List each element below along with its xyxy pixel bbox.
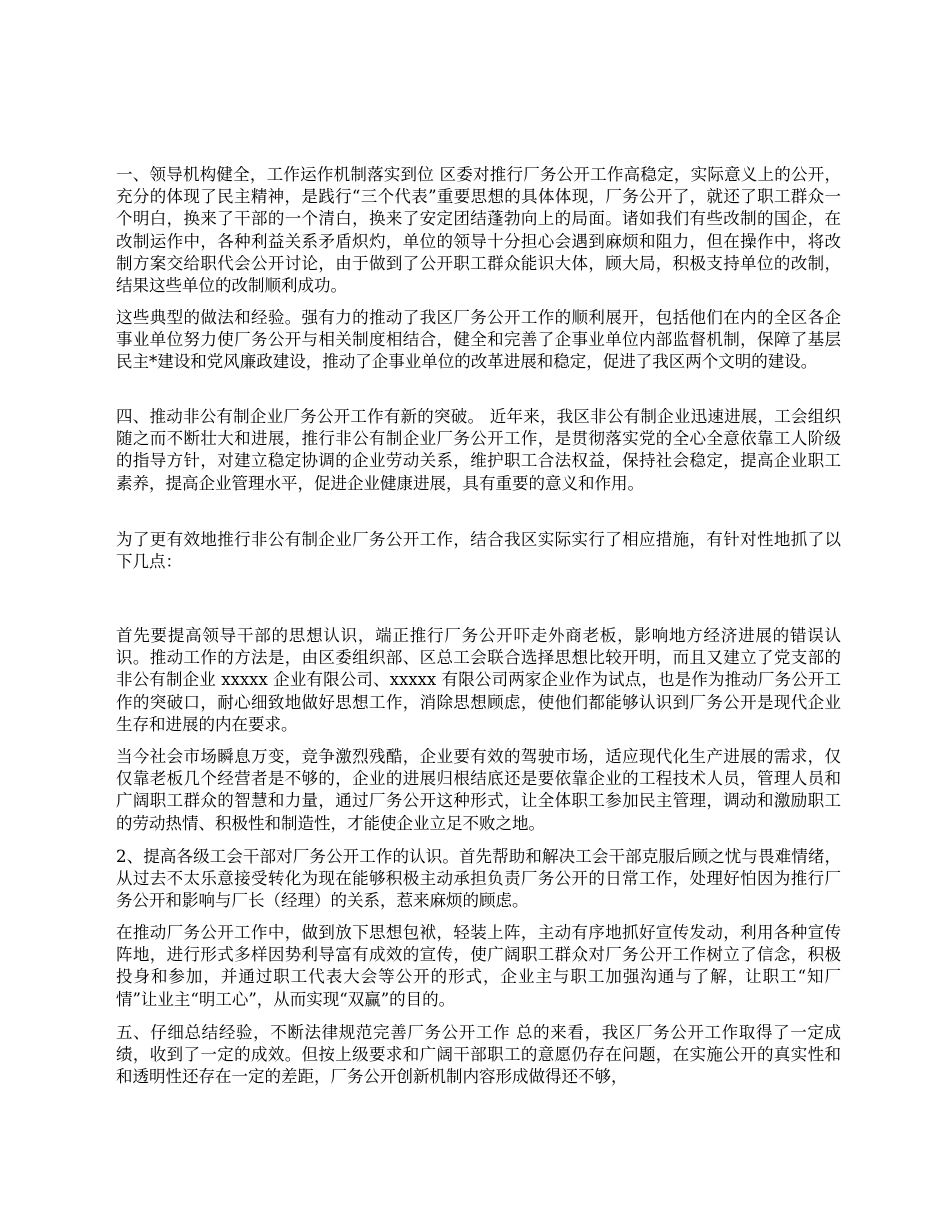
paragraph-summary: 五、仔细总结经验，不断法律规范完善厂务公开工作 总的来看，我区厂务公开工作取得了一定成绩，收到了一定的成效。但按上级要求和广阔干部职工的意愿仍存在问题，在实施公开的真实性和和透明性还存在一定的差距，厂务公开创新机制内容形成做得还不够，: [116, 1023, 841, 1087]
paragraph-non-public-breakthrough: 四、推动非公有制企业厂务公开工作有新的突破。 近年来，我区非公有制企业迅速进展，工会组织随之而不断壮大和进展，推行非公有制企业厂务公开工作，是贯彻落实党的全心全意依靠工人阶级的指导方针，对建立稳定协调的企业劳动关系，维护职工合法权益，保持社会稳定，提高企业职工素养，提高企业管理水平，促进企业健康进展，具有重要的意义和作用。: [116, 407, 841, 493]
paragraph-publicity: 在推动厂务公开工作中，做到放下思想包袱，轻装上阵，主动有序地抓好宣传发动，利用各种宣传阵地，进行形式多样因势利导富有成效的宣传，使广阔职工群众对厂务公开工作树立了信念，积极投身和参加，并通过职工代表大会等公开的形式，企业主与职工加强沟通与了解，让职工“知厂情”让业主“明工心”，从而实现“双赢”的目的。: [116, 923, 841, 1009]
paragraph-leadership: 一、领导机构健全，工作运作机制落实到位 区委对推行厂务公开工作高稳定，实际意义上的公开，充分的体现了民主精神，是践行“三个代表”重要思想的具体体现，厂务公开了，就还了职工群众一个明白，换来了干部的一个清白，换来了安定团结蓬勃向上的局面。诸如我们有些改制的国企，在改制运作中，各种利益关系矛盾炽灼，单位的领导十分担心会遇到麻烦和阻力，但在操作中，将改制方案交给职代会公开讨论，由于做到了公开职工群众能识大体，顾大局，积极支持单位的改制，结果这些单位的改制顺利成功。: [116, 165, 841, 296]
paragraph-union-cadres: 2、提高各级工会干部对厂务公开工作的认识。首先帮助和解决工会干部克服后顾之忧与畏难情绪，从过去不太乐意接受转化为现在能够积极主动承担负责厂务公开的日常工作，处理好怕因为推行厂务公开和影响与厂长（经理）的关系，惹来麻烦的顾虑。: [116, 847, 841, 911]
paragraph-leader-awareness: 首先要提高领导干部的思想认识，端正推行厂务公开吓走外商老板，影响地方经济进展的错误认识。推动工作的方法是，由区委组织部、区总工会联合选择思想比较开明，而且又建立了党支部的非公有制企业 xxxxx 企业有限公司、xxxxx 有限公司两家企业作为试点，也是作为推动厂务公开工作的突破口，耐心细致地做好思想工作，消除思想顾虑，使他们都能够认识到厂务公开是现代企业生存和进展的内在要求。: [116, 626, 841, 734]
paragraph-typical-practices: 这些典型的做法和经验。强有力的推动了我区厂务公开工作的顺利展开，包括他们在内的全区各企事业单位努力使厂务公开与相关制度相结合，健全和完善了企事业单位内部监督机制，保障了基层民主*建设和党风廉政建设，推动了企事业单位的改革进展和稳定，促进了我区两个文明的建设。: [116, 308, 841, 372]
paragraph-measures-intro: 为了更有效地推行非公有制企业厂务公开工作，结合我区实际实行了相应措施，有针对性地抓了以下几点：: [116, 530, 841, 572]
paragraph-market-competition: 当今社会市场瞬息万变，竞争激烈残酷，企业要有效的驾驶市场，适应现代化生产进展的需求，仅仅靠老板几个经营者是不够的，企业的进展归根结底还是要依靠企业的工程技术人员，管理人员和广阔职工群众的智慧和力量，通过厂务公开这种形式，让全体职工参加民主管理，调动和激励职工的劳动热情、积极性和制造性，才能使企业立足不败之地。: [116, 747, 841, 833]
